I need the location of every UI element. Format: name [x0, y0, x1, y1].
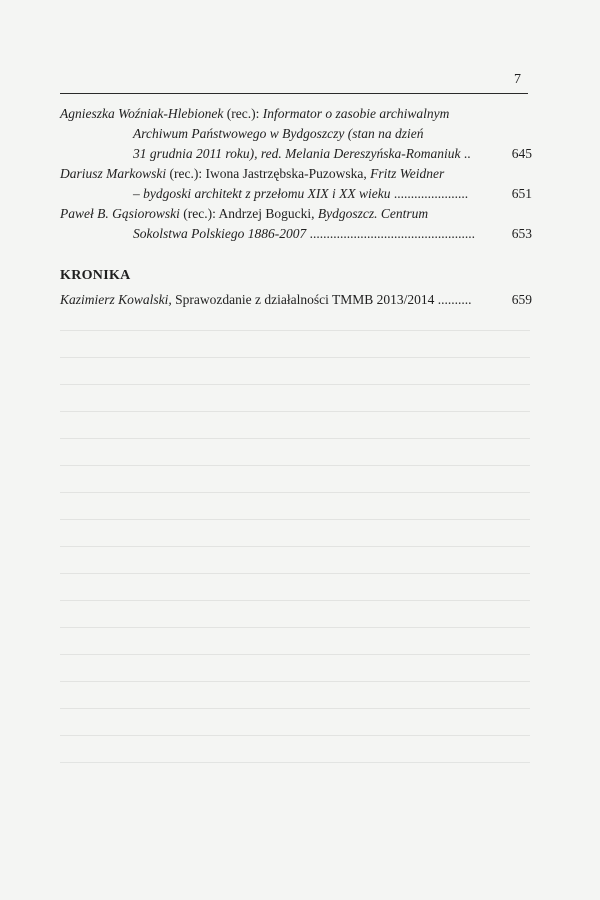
entry-page-number: 653: [511, 226, 532, 241]
entry-title: – bydgoski architekt z przełomu XIX i XX wieku: [133, 186, 391, 201]
toc-entry-line: [60, 224, 532, 244]
leader-dots: ..........: [434, 292, 472, 307]
entry-author: Dariusz Markowski: [60, 166, 167, 181]
leader-dots: ......................: [390, 186, 469, 201]
toc-entry-line: [60, 104, 532, 124]
entry-title: Fritz Weidner: [370, 166, 445, 181]
toc-entry-line: [60, 144, 532, 164]
entry-title: Bydgoszcz. Centrum: [317, 206, 429, 221]
entry-page-number: 659: [511, 292, 532, 307]
entry-page-number: 645: [511, 146, 532, 161]
entry-rec: (rec.): Iwona Jastrzębska-Puzowska,: [166, 166, 371, 181]
show-through-texture: [60, 330, 530, 830]
entry-rec: (rec.):: [223, 106, 263, 121]
toc-entry-line: [60, 290, 532, 310]
page-number: 7: [514, 72, 521, 87]
toc-entry: [60, 290, 532, 310]
toc-entry-line: [60, 124, 532, 144]
toc-entry-line: [60, 204, 532, 224]
entry-author: Paweł B. Gąsiorowski: [60, 206, 180, 221]
entry-title: Archiwum Państwowego w Bydgoszczy (stan na dzień: [133, 126, 424, 141]
entry-author: Kazimierz Kowalski,: [60, 292, 172, 307]
entry-rec: (rec.): Andrzej Bogucki,: [179, 206, 318, 221]
toc-entry-line: [60, 184, 532, 204]
header-rule: [60, 93, 528, 94]
toc-entry: [60, 104, 532, 164]
toc-entry-line: [60, 164, 532, 184]
leader-dots: ..: [460, 146, 471, 161]
toc-entry: [60, 164, 532, 204]
entry-author: Agnieszka Woźniak-Hlebionek: [60, 106, 224, 121]
entry-title: 31 grudnia 2011 roku), red. Melania Dereszyńska-Romaniuk: [133, 146, 461, 161]
toc-entry: [60, 204, 532, 244]
entry-title: Sokolstwa Polskiego 1886-2007: [133, 226, 307, 241]
toc-entries: [60, 104, 532, 244]
leader-dots: .................................................: [306, 226, 475, 241]
section-heading-kronika: KRONIKA: [60, 268, 131, 283]
entry-title: Informator o zasobie archiwalnym: [262, 106, 450, 121]
entry-page-number: 651: [511, 186, 532, 201]
entry-title: Sprawozdanie z działalności TMMB 2013/2014: [171, 292, 435, 307]
